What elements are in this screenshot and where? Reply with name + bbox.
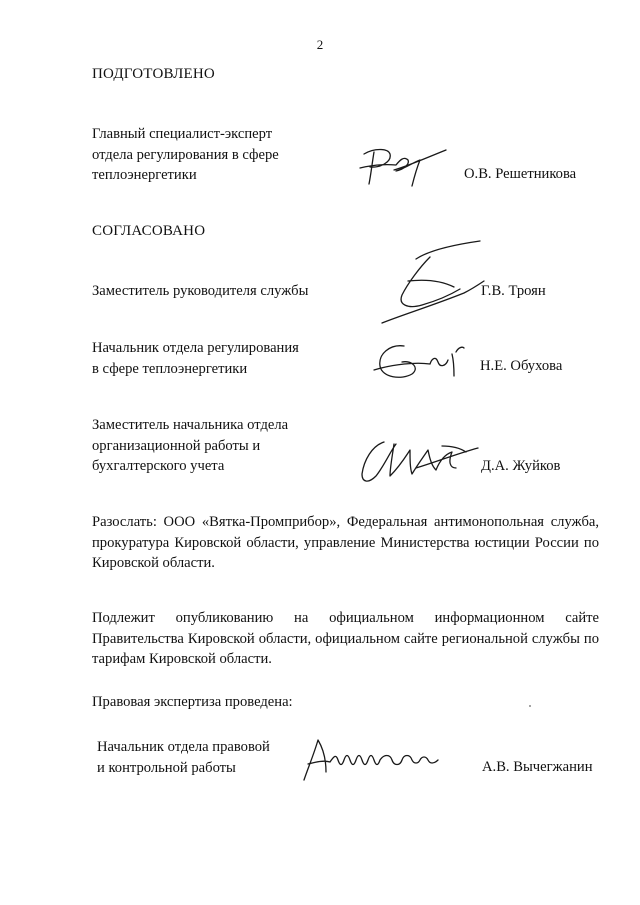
publication-paragraph: Подлежит опубликованию на официальном информационном сайте Правительства Кировской области, официальном сайте региональной службы по тарифам Кировской области.	[92, 610, 599, 667]
signature-obukhova	[368, 336, 468, 386]
legal-review-statement: Правовая экспертиза проведена:	[92, 694, 293, 710]
signature-troyan	[368, 235, 488, 330]
signature-zhuykov	[356, 430, 486, 490]
position-line: Начальник отдела правовой	[97, 739, 270, 755]
prepared-heading: ПОДГОТОВЛЕНО	[92, 66, 215, 82]
agreed-position-1	[92, 281, 308, 302]
speck	[529, 705, 531, 707]
position-line: Начальник отдела регулирования	[92, 340, 299, 356]
position-line: теплоэнергетики	[92, 167, 197, 183]
agreed-signer-name-2: Н.Е. Обухова	[480, 358, 563, 374]
signature-vychegzhanin	[296, 732, 446, 787]
agreed-position-3	[92, 415, 288, 477]
position-line: отдела регулирования в сфере	[92, 146, 279, 163]
position-line: и контрольной работы	[97, 759, 236, 776]
position-line: в сфере теплоэнергетики	[92, 360, 248, 377]
position-line: бухгалтерского учета	[92, 458, 225, 474]
position-line: организационной работы и	[92, 437, 261, 454]
distribution-paragraph: Разослать: ООО «Вятка-Промприбор», Федеральная антимонопольная служба, прокуратура Кировской области, управление Министерства юстиции России по Кировской области.	[92, 514, 599, 571]
legal-review-signer-name: А.В. Вычегжанин	[482, 759, 593, 775]
position-line: Главный специалист-эксперт	[92, 126, 273, 142]
prepared-signer-name: О.В. Решетникова	[464, 166, 577, 182]
page-number: 2	[316, 37, 324, 52]
agreed-signer-name-1: Г.В. Троян	[481, 283, 546, 299]
prepared-position	[92, 124, 279, 186]
agreed-position-2	[92, 338, 299, 379]
agreed-heading: СОГЛАСОВАНО	[92, 223, 206, 239]
signature-reshetnikova	[350, 140, 450, 190]
agreed-signer-name-3: Д.А. Жуйков	[481, 458, 561, 474]
position-line: Заместитель начальника отдела	[92, 417, 289, 433]
legal-review-position	[97, 737, 270, 778]
position-line: Заместитель руководителя службы	[92, 283, 309, 299]
